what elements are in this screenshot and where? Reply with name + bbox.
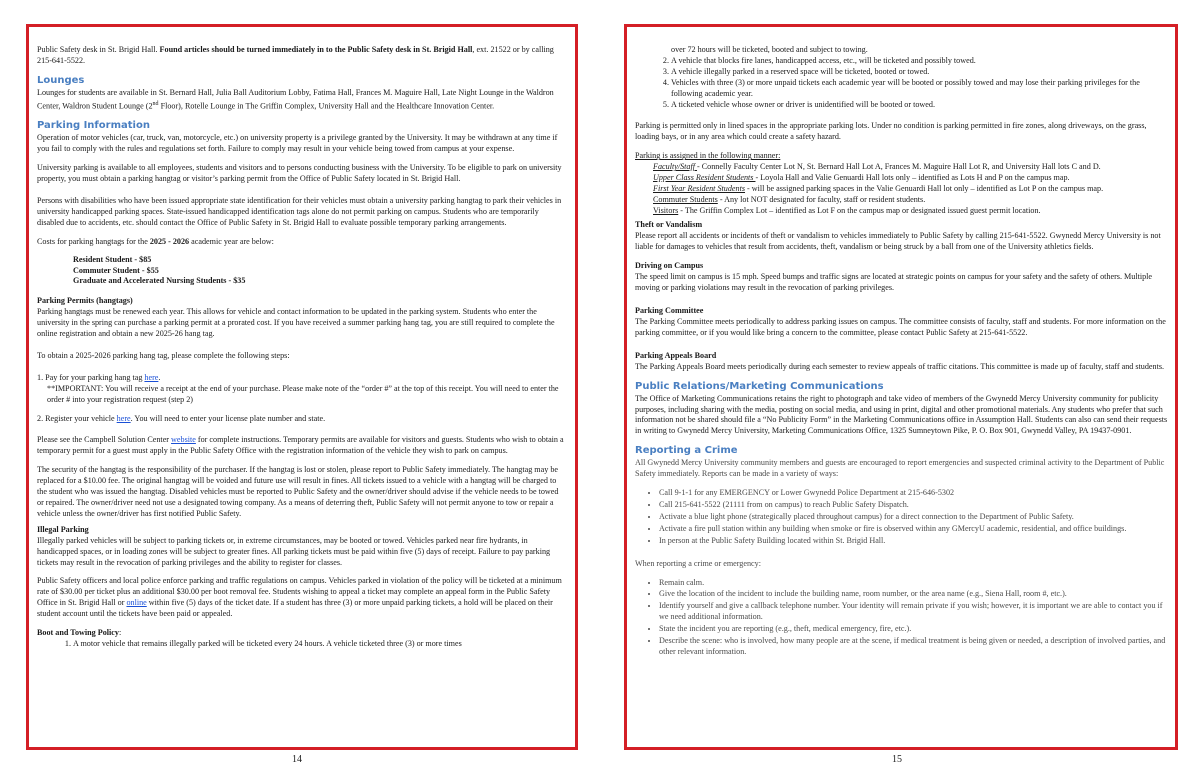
boot-list-right [635, 56, 1169, 111]
step-1-end: . [158, 372, 161, 382]
crime-way-item: • Activate a fire pull station within any building when smoke or fire is observed within any GMercyU academic, residential, and office buildings. [659, 524, 1169, 535]
step-1 [37, 373, 567, 384]
crime-way-item: • In person at the Public Safety Building located within St. Brigid Hall. [659, 536, 1169, 547]
when-item: • Describe the scene: who is involved, how many people are at the scene, if medical treatment is being given or needed, a description of involved parties, and other relevant information. [659, 636, 1169, 658]
theft-heading: Theft or Vandalism [635, 219, 703, 229]
assign-upper-label: Upper Class Resident Students [653, 173, 756, 183]
boot-item-3: 3. A vehicle illegally parked in a reserved space will be ticketed, booted or towed. [671, 67, 1169, 78]
campbell-text-a: Please see the Campbell Solution Center [37, 435, 172, 445]
illegal-parking-paragraph: Illegally parked vehicles will be subject to parking tickets or, in extreme circumstances, may be booted or towed. Vehicles parked near fire hydrants, in handicapped spaces, or in loading zones will be subject to greater fines. All parking tickets must be paid within five (5) days of receipt. Failure to pay parking tickets may result in the revocation of parking privileges and the ability to register for classes. [37, 535, 551, 567]
assign-first-year-label: First Year Resident Students [653, 183, 746, 193]
assign-upper [653, 173, 1169, 184]
boot-towing-heading [37, 628, 567, 639]
step-1-note: **IMPORTANT: You will receive a receipt at the end of your purchase. Please make note of the “order #” at the top of this receipt. You will need to enter the order # into your registration request (step 2) [47, 383, 559, 404]
assign-commuter-text: - Any lot NOT designated for faculty, staff or resident students. [717, 194, 926, 204]
lounges-superscript: nd [152, 100, 159, 107]
campbell-paragraph [37, 435, 567, 457]
crime-way-item: • Call 215-641-5522 (21111 from on campus) to reach Public Safety Dispatch. [659, 500, 1169, 511]
theft-paragraph: Please report all accidents or incidents of theft or vandalism to vehicles immediately to Public Safety by calling 215-641-5522. Gwynedd Mercy University is not liable for damages to vehicles that result from accidents, theft, vandalism or being struck by a ball from one of the University athletics fields. [635, 230, 1161, 251]
campbell-website-link[interactable]: website [171, 435, 196, 445]
when-item: • Give the location of the incident to include the building name, room number, or the area name (e.g., Siena Hall, room #, etc.). [659, 589, 1169, 600]
step-2 [37, 414, 567, 425]
crime-way-item: • Call 9-1-1 for any EMERGENCY or Lower Gwynedd Police Department at 215-646-5302 [659, 488, 1169, 499]
assign-visitors-text: - The Griffin Complex Lot – identified as Lot F on the campus map or designated issued guest permit location. [678, 205, 1041, 215]
assign-first-year-text: - will be assigned parking spaces in the Valie Genuardi Hall lot only – identified as Lot P on the campus map. [745, 183, 1104, 193]
boot-towing-title: Boot and Towing Policy [37, 628, 119, 638]
assign-first-year [653, 184, 1169, 195]
crime-heading: Reporting a Crime [635, 445, 738, 457]
parking-paragraph-1: Operation of motor vehicles (car, truck, van, motorcycle, etc.) on university property is a privilege granted by the University. It may be withdrawn at any time if you fail to comply with the rules and regulations set forth. Failure to comply may result in your vehicle being towed from campus at your expense. [37, 133, 558, 154]
lounges-text-b: Floor), Rotelle Lounge in The Griffin Complex, University Hall and the Healthcare Innovation Center. [158, 101, 495, 111]
crime-paragraph: All Gwynedd Mercy University community members and guests are encouraged to report emergencies and suspected criminal activity to the Department of Public Safety immediately. Reports can be made in a variety of ways: [635, 458, 1165, 479]
boot-item-1-continued: over 72 hours will be ticketed, booted and subject to towing. [671, 45, 868, 54]
lounges-paragraph [37, 88, 567, 113]
permits-heading: Parking Permits (hangtags) [37, 296, 133, 306]
page-right [624, 24, 1178, 750]
when-item: • State the incident you are reporting (e.g., theft, medical emergency, fire, etc.). [659, 624, 1169, 635]
cost-item-commuter: Commuter Student - $55 [73, 265, 159, 275]
officers-paragraph [37, 576, 567, 620]
illegal-parking-heading: Illegal Parking [37, 524, 89, 534]
intro-end-text: , ext. 21522 or by calling 215-641-5522. [37, 45, 554, 65]
driving-heading: Driving on Campus [635, 261, 704, 271]
when-reporting-list [635, 578, 1169, 658]
lounges-text-a: Lounges for students are available in St. Bernard Hall, Julia Ball Auditorium Lobby, Fatima Hall, Frances M. Maguire Hall, Late Night Lounge in the Waldron Center, Waldron Student Lounge (2 [37, 87, 554, 111]
parking-paragraph-2: University parking is available to all employees, students and visitors and to persons conducting business with the University. To be eligible to park on university property, you must obtain a parking hangtag or visitor’s parking permit from the Office of Public Safety located in St. Brigid Hall. [37, 163, 562, 184]
permitted-paragraph: Parking is permitted only in lined spaces in the appropriate parking lots. Under no condition is parking permitted in fire zones, along driveways, on the grass, loading bays, or in any area which could create a safety hazard. [635, 121, 1147, 142]
driving-paragraph: The speed limit on campus is 15 mph. Speed bumps and traffic signs are located at strategic points on campus for your safety and the safety of others. Multiple moving or parking violations may result in the revocation of parking privileges. [635, 272, 1153, 293]
appeal-online-link[interactable]: online [126, 598, 147, 608]
costs-year: 2025 - 2026 [149, 236, 190, 246]
parking-heading: Parking Information [37, 120, 150, 132]
officers-text-b: within five (5) days of the ticket date. If a student has three (3) or more unpaid parking tickets, a hold will be placed on their student account until the tickets have been paid or appealed. [37, 598, 553, 619]
lounges-heading: Lounges [37, 74, 85, 86]
assign-faculty-label: Faculty/Staff [653, 162, 698, 172]
intro-bold-text: Found articles should be turned immediately in to the Public Safety desk in St. Brigid Hall [159, 45, 473, 54]
security-paragraph: The security of the hangtag is the responsibility of the purchaser. If the hangtag is lost or stolen, please report to Public Safety immediately. The hangtag may be replaced for a $10.00 fee. The original hangtag will be voided and future use will result in fines. All tickets issued to a vehicle with a hangtag will be charged to the student who was issued the hangtag. Disabled vehicles must be reported to Public Safety and the owner/driver should advise if the vehicle needs to be towed or repaired. The owner/driver need not use a designated towing company. As a means of deterring theft, Public Safety will not permit anyone to tow or repair a vehicle unless the owner/driver has first notified Public Safety. [37, 465, 559, 518]
pr-paragraph: The Office of Marketing Communications retains the right to photograph and take video of members of the Gwynedd Mercy University community for publicity purposes, including sharing with the media, posting on social media, and using in print, digital and other promotional materials. Any students who prefer that such information not be shared should file a “No Publicity Form” in the Marketing Communications office in Assumption Hall. Students can also can send their requests in writing to Gwynedd Mercy University, Marketing Communications Office, 1325 Sumneytown Pike, P. O. Box 901, Gwynedd Valley, PA 19437-0901. [635, 393, 1168, 436]
cost-list [73, 255, 567, 288]
intro-paragraph [37, 45, 567, 67]
page-number-right: 15 [892, 754, 902, 765]
parking-paragraph-3: Persons with disabilities who have been issued appropriate state identification for their vehicles must obtain a university parking hangtag to park their vehicles in university handicapped parking spaces. State-issued handicapped identification tags alone do not permit parking on campus. Students who are temporarily disabled due to accidents, etc. should contact the Office of Public Safety in St. Brigid Hall to evaluate possible temporary parking arrangements. [37, 195, 562, 227]
boot-towing-colon: : [118, 628, 122, 638]
boot-item-4: 4. Vehicles with three (3) or more unpaid tickets each academic year will be booted or possibly towed and may lose their parking privileges for the following academic year. [671, 78, 1169, 100]
when-reporting-paragraph: When reporting a crime or emergency: [635, 558, 761, 568]
officers-text-a: Public Safety officers and local police enforce parking and traffic regulations on campus. Vehicles parked in violation of the policy will be ticketed at a minimum rate of $30.00 per ticket plus an additional $30.00 per boot removal fee. Students wishing to appeal a ticket may complete an appeal form in the Public Safety Office in St. Brigid Hall or [37, 576, 562, 608]
step-2-end: . You will need to enter your license plate number and state. [130, 413, 326, 423]
appeals-paragraph: The Parking Appeals Board meets periodically during each semester to review appeals of traffic citations. This committee is made up of faculty, staff and students. [635, 361, 1165, 371]
appeals-heading: Parking Appeals Board [635, 350, 717, 360]
costs-text-b: academic year are below: [189, 236, 274, 246]
step-2-text: 2. Register your vehicle [37, 413, 117, 423]
page-number-left: 14 [292, 754, 302, 765]
register-vehicle-link[interactable]: here [116, 413, 131, 423]
when-item: • Remain calm. [659, 578, 1169, 589]
boot-item-5: 5. A ticketed vehicle whose owner or driver is unidentified will be booted or towed. [671, 100, 1169, 111]
crime-way-item: • Activate a blue light phone (strategically placed throughout campus) for a direct connection to the Department of Public Safety. [659, 512, 1169, 523]
assign-commuter [653, 195, 1169, 206]
page-left [26, 24, 578, 750]
committee-heading: Parking Committee [635, 306, 704, 316]
boot-list-left [37, 639, 567, 650]
intro-text: Public Safety desk in St. Brigid Hall. [37, 45, 160, 54]
assigned-heading: Parking is assigned in the following manner: [635, 151, 781, 161]
cost-item-graduate: Graduate and Accelerated Nursing Students - $35 [73, 276, 246, 286]
pay-hangtag-link[interactable]: here [144, 372, 159, 382]
boot-item-1: 1. A motor vehicle that remains illegally parked will be ticketed every 24 hours. A vehicle ticketed three (3) or more times [73, 639, 567, 650]
step-1-text: 1. Pay for your parking hang tag [37, 372, 145, 382]
cost-item-resident: Resident Student - $85 [73, 254, 152, 264]
costs-text-a: Costs for parking hangtags for the [37, 236, 150, 246]
assign-commuter-label: Commuter Students [653, 194, 718, 204]
costs-paragraph [37, 237, 567, 248]
campbell-text-b: for complete instructions. Temporary permits are available for visitors and guests. Students who wish to obtain a temporary permit for a guest must apply in the Public Safety Office with the registration information of the vehicle they wish to park on campus. [37, 435, 564, 456]
obtain-paragraph: To obtain a 2025-2026 parking hang tag, please complete the following steps: [37, 350, 290, 360]
assign-faculty-text: - Connelly Faculty Center Lot N, St. Bernard Hall Lot A, Frances M. Maguire Hall Lot R, and University Hall lots C and D. [697, 162, 1101, 172]
boot-item-2: 2. A vehicle that blocks fire lanes, handicapped access, etc., will be ticketed and possibly towed. [671, 56, 1169, 67]
committee-paragraph: The Parking Committee meets periodically to address parking issues on campus. The committee consists of faculty, staff and students. For more information on the parking committee, or if you would like bring a concern to the committee, please contact Public Safety at 215-641-5522. [635, 317, 1166, 337]
assignment-list [653, 162, 1169, 217]
assign-upper-text: - Loyola Hall and Valie Genuardi Hall lots only – identified as Lots H and P on the campus map. [755, 173, 1070, 183]
permits-paragraph: Parking hangtags must be renewed each year. This allows for vehicle and contact information to be updated in the parking system. Students who enter the university in the spring can purchase a parking permit at a prorated cost. If you have received a summer parking hang tag, you are still required to complete the online registration and obtain a new 2025-26 hang tag. [37, 307, 555, 339]
crime-ways-list [635, 488, 1169, 547]
when-item: • Identify yourself and give a callback telephone number. Your identity will remain private if you wish; however, it is important we are able to contact you if we need additional information. [659, 601, 1169, 623]
assign-visitors-label: Visitors [653, 205, 679, 215]
pr-heading: Public Relations/Marketing Communications [635, 380, 884, 392]
assign-visitors [653, 206, 1169, 217]
assign-faculty [653, 162, 1169, 173]
